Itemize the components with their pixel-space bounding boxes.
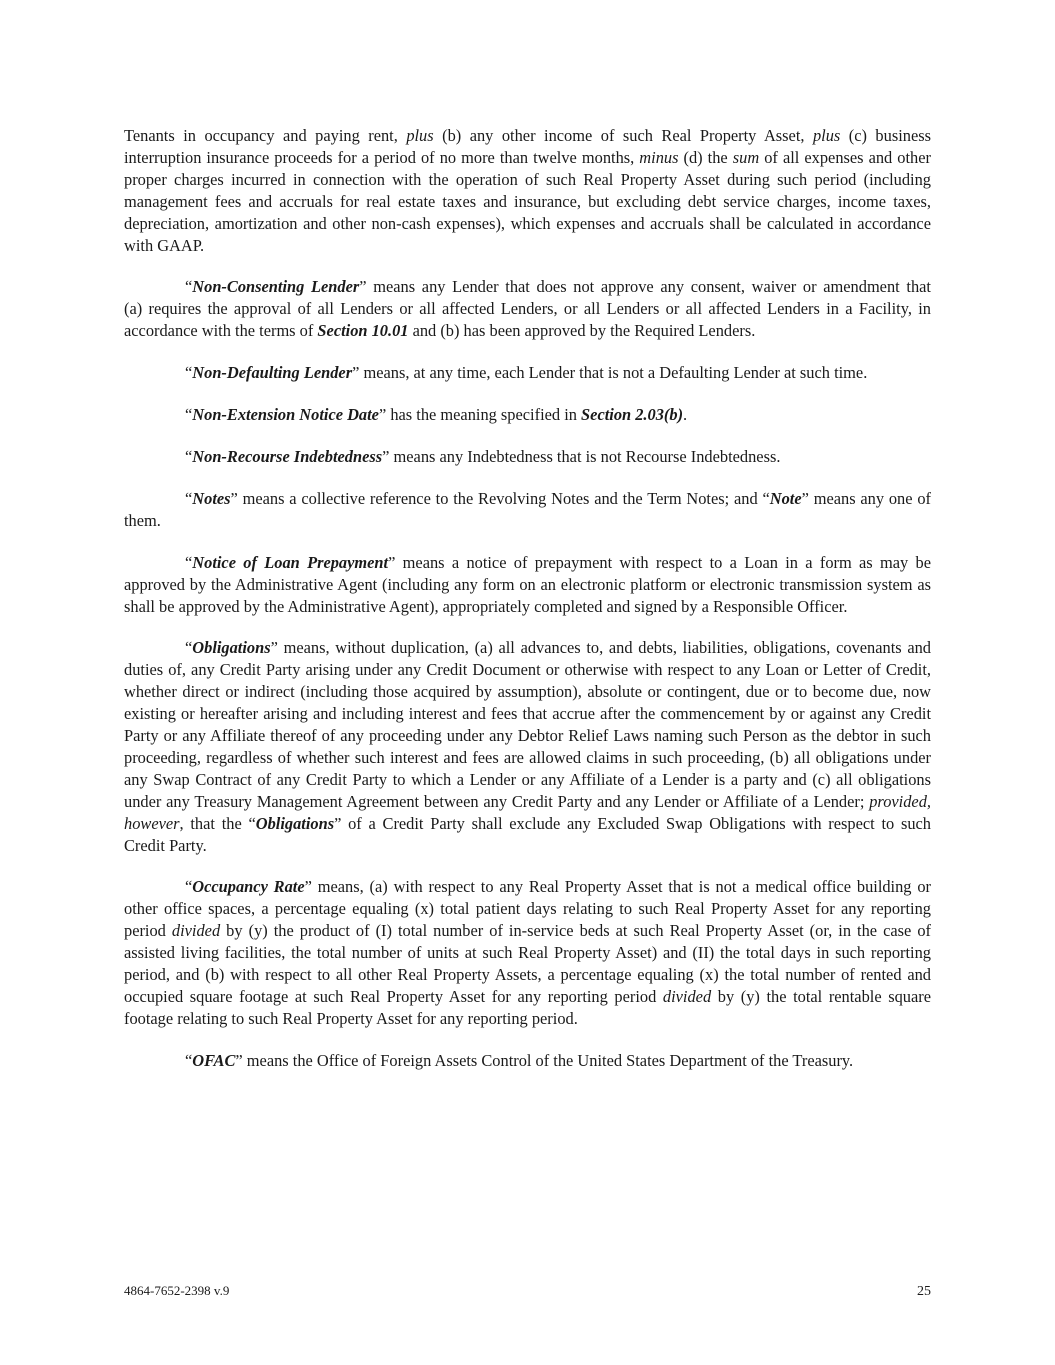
defined-term: Notes — [192, 488, 231, 508]
definition-non-consenting-lender — [124, 276, 931, 342]
definition-obligations — [124, 637, 931, 856]
body-text: ” of a Credit Party shall exclude any Excluded Swap Obligations with respect to such Credit Party. — [124, 813, 931, 855]
definition-continued-noi — [124, 125, 931, 256]
defined-term: Obligations — [192, 638, 271, 658]
body-text: Tenants in occupancy and paying rent, — [124, 126, 407, 145]
definition-notice-of-loan-prepayment — [124, 552, 931, 618]
defined-term: Occupancy Rate — [192, 877, 305, 897]
body-text: “ — [185, 638, 193, 658]
body-text: by (y) the total rentable square footage relating to such Real Property Asset for any reporting period. — [124, 987, 931, 1028]
body-text: . — [683, 405, 688, 425]
defined-term: Note — [769, 488, 802, 508]
defined-term: Non-Consenting Lender — [192, 277, 360, 297]
definition-occupancy-rate — [124, 876, 931, 1029]
definition-non-recourse-indebtedness — [124, 446, 931, 468]
defined-term: OFAC — [192, 1050, 236, 1070]
defined-term: Non-Defaulting Lender — [192, 363, 353, 383]
body-text: (d) the — [678, 147, 733, 167]
body-text: (c) business interruption insurance proceeds for a period of no more than twelve months, — [124, 126, 931, 167]
body-text: ” means a collective reference to the Revolving Notes and the Term Notes; and “ — [230, 488, 770, 508]
definition-non-extension-notice-date — [124, 404, 931, 426]
body-text: of all expenses and other proper charges incurred in connection with the operation of such Real Property Asset during such period (including management fees and accruals for real estate taxes and insurance, but excluding debt service charges, income taxes, depreciation, amortization and other non-cash expenses), which expenses and accruals shall be calculated in accordance with GAAP. — [124, 147, 931, 255]
italic-text: plus — [812, 126, 841, 145]
body-text: and (b) has been approved by the Required Lenders. — [408, 321, 756, 341]
italic-text: divided — [662, 987, 712, 1006]
body-text: (b) any other income of such Real Property Asset, — [433, 126, 813, 145]
body-text: “ — [185, 488, 193, 508]
document-id: 4864-7652-2398 v.9 — [124, 1283, 230, 1298]
body-text: ” means any one of them. — [124, 488, 931, 530]
body-text: , that the “ — [179, 813, 256, 833]
body-text: “ — [185, 1050, 193, 1070]
definition-ofac — [124, 1050, 931, 1072]
body-text: by (y) the product of (I) total number of in-service beds at such Real Property Asset (or, in the case of assisted living facilities, the total number of units at such Real Property Asset) and (II) the total days in such reporting period, and (b) with respect to all other Real Property Assets, a percentage equaling (x) the total number of rented and occupied square footage at such Real Property Asset for any reporting period — [124, 921, 931, 1006]
italic-text: plus — [406, 126, 434, 145]
italic-text: divided — [171, 921, 221, 941]
body-text: ” means any Indebtedness that is not Recourse Indebtedness. — [382, 446, 781, 466]
defined-term: Notice of Loan Prepayment — [192, 552, 389, 572]
body-text: “ — [185, 877, 193, 897]
body-text: ” means a notice of prepayment with respect to a Loan in a form as may be approved by the Administrative Agent (including any form on an electronic platform or electronic transmission system as shall be approved by the Administrative Agent), appropriately completed and signed by a Responsible Officer. — [124, 552, 931, 616]
body-text: “ — [185, 363, 193, 383]
body-text: “ — [185, 405, 193, 425]
body-text: ” means the Office of Foreign Assets Control of the United States Department of the Treasury. — [235, 1050, 854, 1070]
italic-text: minus — [639, 147, 679, 167]
defined-term: Non-Recourse Indebtedness — [192, 446, 383, 466]
definition-non-defaulting-lender — [124, 362, 931, 384]
body-text: “ — [185, 446, 193, 466]
section-reference: Section 2.03(b) — [581, 405, 684, 425]
body-text: “ — [185, 552, 193, 572]
body-text: ” has the meaning specified in — [378, 405, 582, 425]
defined-term: Non-Extension Notice Date — [192, 405, 379, 425]
body-text: ” means, (a) with respect to any Real Property Asset that is not a medical office building or other office spaces, a percentage equaling (x) total patient days relating to such Real Property Asset for any reporting period — [124, 877, 931, 941]
body-text: ” means any Lender that does not approve any consent, waiver or amendment that (a) requires the approval of all Lenders or all affected Lenders, or all Lenders or all affected Lenders in a Facility, in accordance with the terms of — [124, 277, 931, 341]
italic-text: sum — [732, 147, 760, 167]
body-text: “ — [185, 277, 193, 297]
document-body — [124, 125, 931, 1092]
body-text: ” means, at any time, each Lender that is not a Defaulting Lender at such time. — [352, 363, 868, 383]
definition-notes — [124, 488, 931, 532]
defined-term: Obligations — [255, 813, 335, 833]
italic-text: provided, however — [124, 791, 931, 833]
page-number: 25 — [917, 1284, 931, 1299]
body-text: ” means, without duplication, (a) all advances to, and debts, liabilities, obligations, covenants and duties of, any Credit Party arising under any Credit Document or otherwise with respect to any Loan or Letter of Credit, whether direct or indirect (including those acquired by assumption), absolute or contingent, due or to become due, now existing or hereafter arising and including interest and fees that accrue after the commencement by or against any Credit Party or any Affiliate thereof of any proceeding under any Debtor Relief Laws naming such Person as the debtor in such proceeding, regardless of whether such interest and fees are allowed claims in such proceeding, (b) all obligations under any Swap Contract of any Credit Party to which a Lender or any Affiliate of a Lender is a party and (c) all obligations under any Treasury Management Agreement between any Credit Party and any Lender or Affiliate of a Lender; — [124, 638, 931, 811]
section-reference: Section 10.01 — [317, 321, 409, 341]
